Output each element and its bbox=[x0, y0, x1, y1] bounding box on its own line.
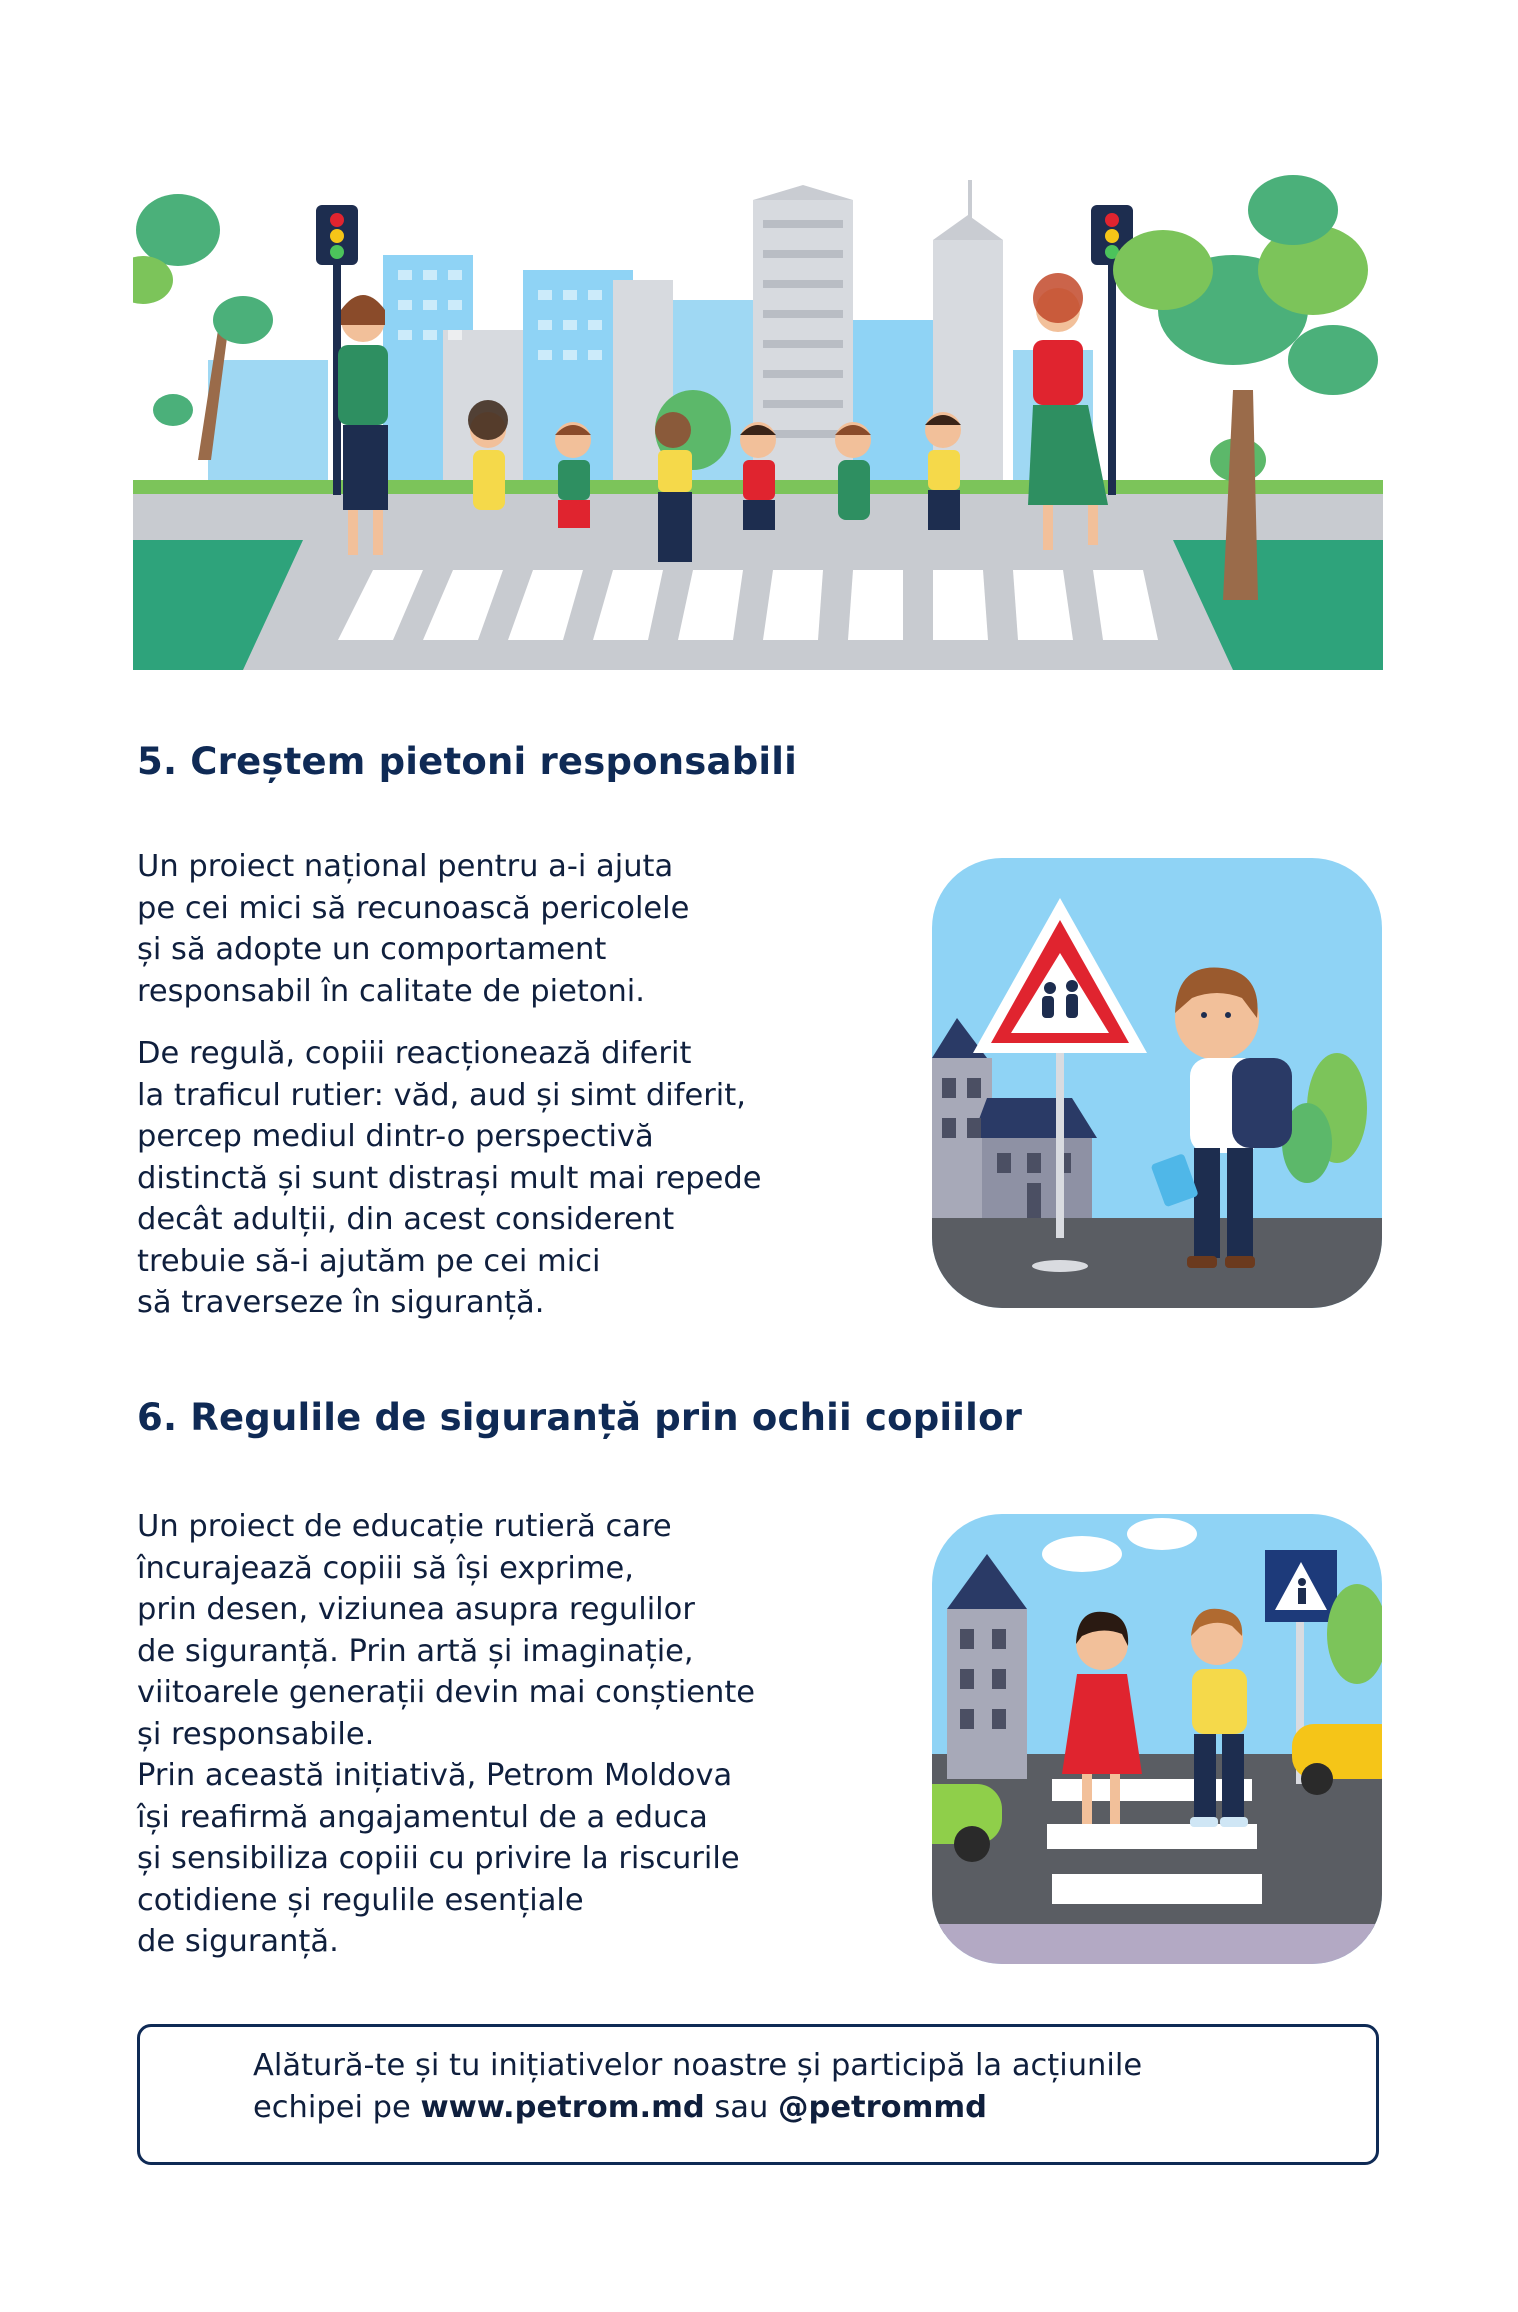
cta-box bbox=[137, 2024, 1379, 2165]
section-6-body: Un proiect de educație rutieră care încurajează copiii să își exprime, prin desen, viziunea asupra regulilor de siguranță. Prin artă și imaginație, viitoarele generații devin mai conștiente și responsabile. Prin această inițiativă, Petrom Moldova își reafirmă angajamentul de a educa și sensibiliza copiii cu privire la riscurile cotidiene și regulile esențiale de siguranță. bbox=[137, 1509, 756, 1959]
website-link[interactable]: www.petrom.md bbox=[420, 2090, 705, 2125]
children-crosswalk-illustration bbox=[932, 1514, 1382, 1964]
cta-prefix: echipei pe bbox=[253, 2090, 421, 2125]
cta-line-1: Alătură-te și tu inițiativelor noastre și participă la acțiunile bbox=[253, 2048, 1143, 2083]
boy-pedestrian-sign-illustration bbox=[932, 858, 1382, 1308]
section-5-body: De regulă, copiii reacționează diferit la traficul rutier: văd, aud și simt diferit, percep mediul dintr-o perspectivă distinctă și sunt distrași mult mai repede decât adulții, din acest considerent trebuie să-i ajutăm pe cei mici să traverseze în siguranță. bbox=[137, 1036, 762, 1320]
cta-middle: sau bbox=[704, 2090, 779, 2125]
cta-text bbox=[253, 2045, 1333, 2129]
hero-crosswalk-illustration bbox=[133, 160, 1383, 670]
section-5-intro: Un proiect național pentru a-i ajuta pe cei mici să recunoască pericolele și să adopte un comportament responsabil în calitate de pietoni. bbox=[137, 849, 690, 1009]
social-handle-link[interactable]: @petrommd bbox=[778, 2090, 988, 2125]
section-6-title: 6. Regulile de siguranță prin ochii copiilor bbox=[137, 1396, 1023, 1439]
section-5-title: 5. Creștem pietoni responsabili bbox=[137, 740, 798, 783]
